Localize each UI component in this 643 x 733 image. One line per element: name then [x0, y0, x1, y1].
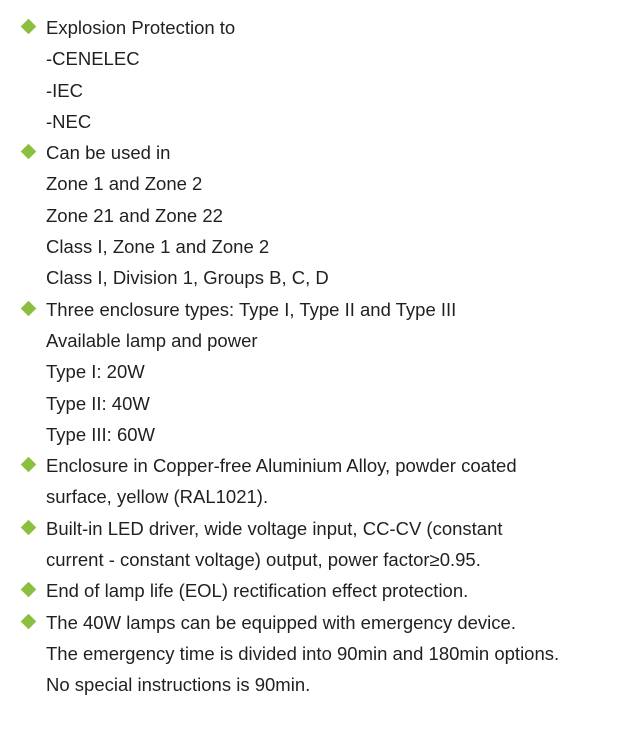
feature-detail [20, 356, 635, 387]
feature-text: -CENELEC [46, 48, 140, 70]
feature-text: Built-in LED driver, wide voltage input, CC-CV (constant [46, 517, 503, 539]
feature-detail [20, 638, 635, 669]
feature-text: Zone 21 and Zone 22 [46, 204, 223, 226]
feature-text: Enclosure in Copper-free Aluminium Alloy, powder coated [46, 455, 517, 477]
feature-item-emergency-device [20, 607, 635, 638]
feature-detail [20, 231, 635, 262]
feature-text: -NEC [46, 110, 92, 132]
feature-text: Available lamp and power [46, 329, 258, 351]
feature-item-led-driver [20, 513, 635, 544]
feature-text: Type II: 40W [46, 392, 150, 414]
feature-item-enclosure-material [20, 450, 635, 481]
feature-detail [20, 262, 635, 293]
feature-text: Three enclosure types: Type I, Type II and Type III [46, 298, 457, 320]
feature-detail [20, 200, 635, 231]
diamond-bullet-icon [21, 144, 37, 160]
feature-text: surface, yellow (RAL1021). [46, 486, 269, 508]
feature-text: End of lamp life (EOL) rectification effect protection. [46, 580, 469, 602]
feature-text: Type I: 20W [46, 361, 145, 383]
feature-text: -IEC [46, 79, 83, 101]
diamond-bullet-icon [21, 19, 37, 35]
diamond-bullet-icon [21, 519, 37, 535]
feature-detail [20, 168, 635, 199]
feature-text: Explosion Protection to [46, 17, 236, 38]
diamond-bullet-icon [21, 582, 37, 598]
feature-text: Zone 1 and Zone 2 [46, 173, 203, 195]
feature-detail [20, 325, 635, 356]
feature-detail [20, 481, 635, 512]
feature-detail [20, 388, 635, 419]
diamond-bullet-icon [21, 457, 37, 473]
feature-text: Can be used in [46, 142, 171, 164]
feature-detail [20, 419, 635, 450]
feature-text: Class I, Zone 1 and Zone 2 [46, 236, 270, 258]
feature-item-explosion-protection [20, 12, 635, 43]
feature-text: The 40W lamps can be equipped with emergency device. [46, 611, 516, 633]
feature-list [20, 12, 635, 701]
diamond-bullet-icon [21, 613, 37, 629]
feature-detail [20, 106, 635, 137]
feature-text: Class I, Division 1, Groups B, C, D [46, 267, 329, 289]
feature-detail [20, 43, 635, 74]
diamond-bullet-icon [21, 300, 37, 316]
feature-item-eol-protection [20, 575, 635, 606]
feature-detail [20, 75, 635, 106]
feature-text: Type III: 60W [46, 423, 155, 445]
feature-text: The emergency time is divided into 90min and 180min options. [46, 642, 560, 664]
feature-detail [20, 669, 635, 700]
feature-text: current - constant voltage) output, power factor≥0.95. [46, 549, 481, 571]
feature-item-usage-zones [20, 137, 635, 168]
feature-item-enclosure-types [20, 294, 635, 325]
feature-text: No special instructions is 90min. [46, 674, 311, 696]
feature-detail [20, 544, 635, 575]
